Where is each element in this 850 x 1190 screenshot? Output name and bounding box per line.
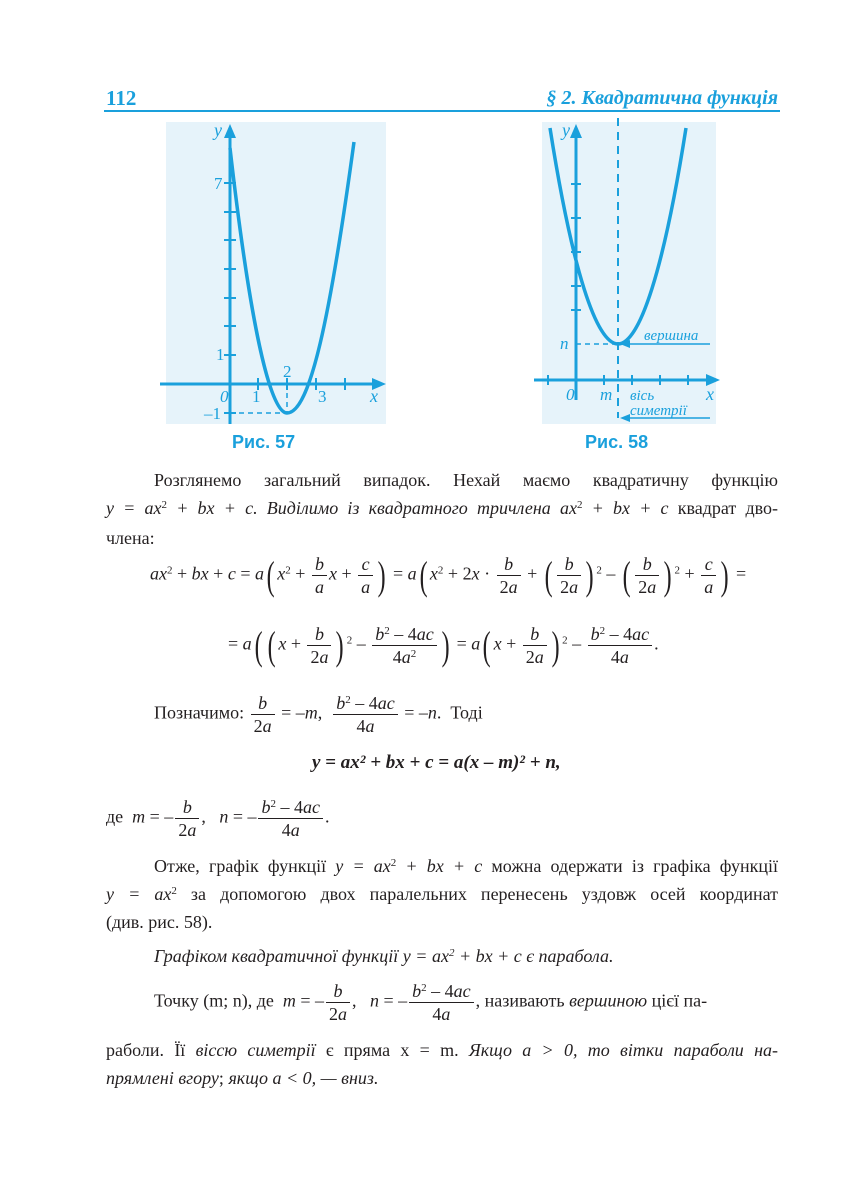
- where-word: де: [106, 806, 124, 827]
- fig57-label-7: 7: [214, 174, 223, 193]
- figure-57: [160, 118, 400, 428]
- main-formula: y = ax² + bx + c = a(x – m)² + n,: [312, 752, 561, 773]
- denote-line: Позначимо: $\frac{b}{2a}$ = –m, $\frac{b^2 - 4ac}{4a}$ = –n. Тоді: [154, 693, 483, 736]
- vertex-line: Точку (m; n), де m = – $\frac{b}{2a}$ , n = – $\frac{b^2 - 4ac}{4a}$ , називають вершиною цієї па-: [154, 981, 708, 1024]
- denote-label: Позначимо:: [154, 702, 245, 723]
- section-title: § 2. Квадратична функція: [546, 87, 778, 109]
- derivation-line-2: = a( ( x + $\frac{b}{2a}$ ) $^2$ – $\frac{b^2 - 4ac}{4a^2}$ ) = a( x + $\frac{b}{2a}$ ) $^2$ – $\frac{b^2 - 4ac}{4a}$ .: [228, 623, 659, 668]
- paragraph-1-line-1: [154, 466, 778, 494]
- p1-formula-d: + bx + c: [582, 498, 669, 518]
- fig57-label-x1: 1: [252, 387, 261, 406]
- vertex-text-b: , називають: [475, 990, 570, 1011]
- fig57-label-0: 0: [220, 387, 229, 406]
- p2-formula-b: y = ax: [335, 856, 391, 876]
- fig58-x-label: x: [706, 384, 714, 404]
- last2-c: якщо a < 0, — вниз.: [228, 1068, 379, 1088]
- p2-formula-c: + bx + c: [396, 856, 483, 876]
- page-number: 112: [106, 86, 137, 110]
- caption-fig57: Рис. 57: [232, 432, 296, 452]
- fig57-panel: [166, 122, 386, 424]
- last-d: Якщо a > 0, то вітки параболи на-: [468, 1040, 779, 1060]
- italic-statement: Графіком квадратичної функції $y = ax^2$ + bx + c є парабола.: [154, 946, 614, 966]
- where-line: де m = – $\frac{b}{2a}$ , n = – $\frac{b^2 - 4ac}{4a}$ .: [106, 797, 330, 840]
- p1-formula-a: y = ax: [106, 498, 162, 518]
- last-c: є пряма x = m.: [315, 1040, 469, 1060]
- fig58-label-axis1: вісь: [630, 388, 655, 404]
- fig57-label-1: 1: [216, 345, 225, 364]
- statement-b: + bx + c є парабола.: [454, 946, 614, 966]
- fig58-label-0: 0: [566, 385, 575, 404]
- fig57-x-label: x: [370, 386, 378, 406]
- figure-58: [530, 118, 730, 428]
- derivation-line-1: $ax^2$ + bx + c = a( $x^2$ + $\frac{b}{a}$ x + $\frac{c}{a}$ ) = a( $x^2 + 2x$ · $\frac{b}{2a}$ + ( $\frac{b}{2a}$ ) $^2$ – ( $\frac{b}{2a}$ ) $^2$ + $\frac{c}{a}$ ) =: [150, 553, 747, 598]
- fig58-label-axis2: симетрії: [630, 403, 687, 419]
- paragraph-2-line-3: (див. рис. 58).: [106, 912, 213, 932]
- fig58-y-label: y: [562, 120, 570, 140]
- p1-text-e: квадрат дво-: [668, 498, 779, 518]
- header-rule: [104, 110, 780, 112]
- fig57-label-x2: 2: [283, 362, 292, 381]
- p1-line1-text: Розглянемо загальний випадок. Нехай маємо квадратичну функцію: [154, 470, 778, 490]
- fig57-label-x3: 3: [318, 387, 327, 406]
- vertex-text-a: Точку (m; n), де: [154, 990, 274, 1011]
- last-a: раболи. Її: [106, 1040, 196, 1060]
- fig58-label-vertex: вершина: [644, 328, 699, 344]
- p2-line2-text: за допомогою двох паралельних перенесень уздовж осей координат: [176, 884, 779, 904]
- last-b: віссю симетрії: [195, 1040, 316, 1060]
- fig57-y-label: y: [214, 120, 222, 140]
- p2-line2-formula: y = ax: [106, 884, 172, 904]
- p1-formula-c: ax: [559, 498, 577, 518]
- vertex-text-d: цієї па-: [647, 990, 708, 1011]
- p2-text-d: можна одержати із графіка функції: [482, 856, 778, 876]
- fig58-label-n: n: [560, 334, 569, 353]
- last2-a: прямлені вгору: [106, 1068, 219, 1088]
- fig57-label-m1: –1: [204, 404, 221, 423]
- statement-a: Графіком квадратичної функції y = ax: [154, 946, 449, 966]
- paragraph-2-line-2: $y = ax^2$ за допомогою двох паралельних перенесень уздовж осей координат: [106, 884, 779, 904]
- last2-b: ;: [218, 1068, 229, 1088]
- paragraph-1-line-2: $y = ax^2$ + bx + c. Виділимо із квадратного тричлена $ax^2$ + bx + c квадрат дво-: [106, 498, 779, 518]
- vertex-text-c: вершиною: [569, 990, 648, 1011]
- p1-text-b: + bx + c. Виділимо із квадратного тричлена: [167, 498, 560, 518]
- paragraph-1-line-3: члена:: [106, 528, 155, 548]
- caption-fig58: Рис. 58: [585, 432, 649, 452]
- fig58-label-m: m: [600, 385, 613, 404]
- last-line-2: [106, 1064, 378, 1092]
- p2-text-a: Отже, графік функції: [154, 856, 336, 876]
- then-word: Тоді: [450, 702, 483, 723]
- last-line-1: [106, 1036, 778, 1064]
- paragraph-2-line-1: Отже, графік функції $y = ax^2$ + bx + c можна одержати із графіка функції: [154, 856, 778, 876]
